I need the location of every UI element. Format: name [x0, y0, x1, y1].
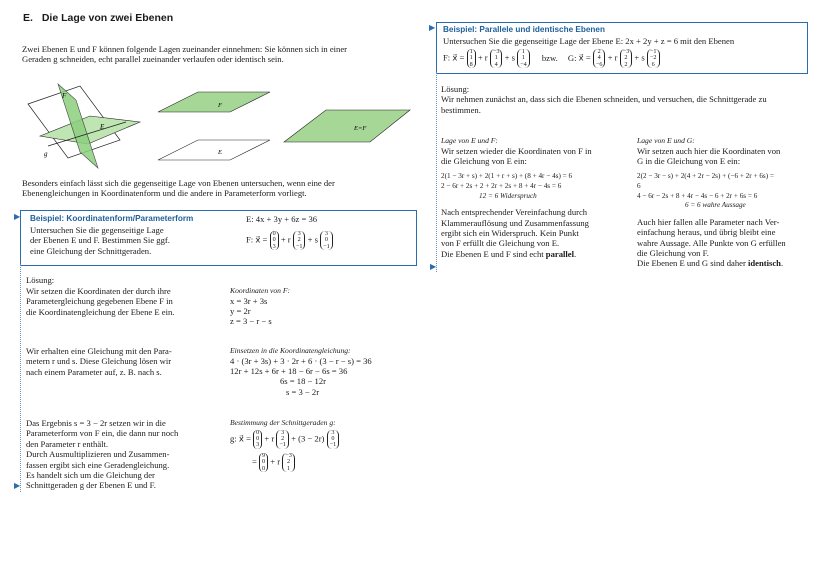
task-line: der Ebenen E und F. Bestimmen Sie ggf.	[30, 235, 170, 246]
vector-g2-direction: −3 2 1	[282, 453, 295, 472]
section-title	[23, 12, 173, 24]
para-line: nach einem Parameter auf, z. B. nach s.	[26, 366, 162, 377]
insert-line: s = 3 − 2r	[286, 386, 320, 397]
example2-task: Untersuchen Sie die gegenseitige Lage der Ebene E: 2x + 2y + z = 6 mit den Ebenen	[443, 36, 735, 46]
vector-F2-direction2: 1 1 −4	[517, 49, 530, 68]
triangle-marker-icon: ▶	[430, 262, 437, 271]
plane-F2-prefix: F:	[443, 52, 451, 63]
concl-line: ergibt sich ein Widerspruch. Kein Punkt	[441, 228, 579, 238]
case-E-F	[441, 136, 619, 259]
concl-line: die Gleichung von F.	[637, 248, 709, 258]
plane-F-prefix: F:	[246, 234, 254, 245]
intro-line: Geraden g schneiden, echt parallel zueinander verlaufen oder identisch sein.	[22, 54, 284, 65]
line-head: Bestimmung der Schnittgeraden g:	[230, 418, 336, 427]
coord-line: y = 2r	[230, 306, 251, 316]
coord-line: z = 3 − r − s	[230, 316, 272, 327]
para-line: Schnittgeraden g der Ebenen E und F.	[26, 480, 156, 491]
coord-line: x = 3r + 3s	[230, 295, 268, 306]
example1-title: Beispiel: Koordinatenform/Parameterform	[30, 214, 194, 223]
example2-planes: F: x⃗ = 1 1 8 + r −3 1 4 + s 1 1 −4 bzw. G: x⃗ = 2 4 −6 + r −3 2 2 + s −1 −2 6	[443, 49, 660, 68]
example1-solution-label: Lösung:	[26, 275, 55, 285]
vector-F2-support: 1 1 8	[467, 49, 476, 68]
example1-dotted-margin	[20, 264, 21, 492]
case-head: Lage von E und F:	[441, 136, 498, 145]
line-block	[230, 418, 339, 472]
case-line: Wir setzen wieder die Koordinaten von F in	[441, 145, 592, 156]
vector-F-direction1: 3 2 −1	[293, 231, 306, 250]
vector-F-support: 0 0 3	[270, 231, 279, 250]
intro-line: Zwei Ebenen E und F können folgende Lagen zueinander einnehmen: Sie können sich in einer	[22, 44, 348, 54]
example1-para2	[26, 346, 172, 377]
calc-line: 2(2 − 3r − s) + 2(4 + 2r − 2s) + (−6 + 2r + 6s) =	[637, 172, 774, 181]
para-line: metern r und s. Diese Gleichung lösen wir	[26, 356, 172, 367]
plane-E-equation: E: 4x + 3y + 6z = 36	[246, 214, 318, 224]
after-figure-line: Besonders einfach lässt sich die gegenseitige Lage von Ebenen untersuchen, wenn eine der	[22, 178, 335, 188]
para-line: Wir setzen die Koordinaten der durch ihre	[26, 286, 171, 296]
concl-line: Nach entsprechender Vereinfachung durch	[441, 207, 588, 218]
insert-head: Einsetzen in die Koordinatengleichung:	[230, 346, 351, 355]
g-equation: g: x⃗ = 0 0 3 + r 3 2 −1 + (3 − 2r) 3 0 −1	[230, 430, 339, 449]
vector-g2-support: 9 0 0	[259, 453, 268, 472]
calc-line: 4 − 6r − 2s + 8 + 4r − 4s − 6 + 2r + 6s = 6	[637, 191, 758, 200]
example1-para1	[26, 286, 221, 317]
concl-line: Klammerauflösung und Zusammenfassung	[441, 217, 589, 228]
example2-solution	[441, 84, 767, 115]
insert-line: 6s = 18 − 12r	[280, 376, 326, 387]
insert-line: 12r + 12s + 6r + 18 − 6r − 6s = 36	[230, 366, 348, 376]
result-line: Die Ebenen E und G sind daher identisch.	[637, 258, 784, 269]
case-line: Wir setzen auch hier die Koordinaten von	[637, 145, 781, 156]
intersecting-planes-illustration	[28, 84, 140, 168]
insert-block	[230, 346, 372, 397]
label-EF-fig3: E=F	[354, 125, 367, 132]
solution-line: bestimmen.	[441, 104, 481, 115]
para-line: den Parameter r enthält.	[26, 438, 109, 449]
para-line: Parameterform von F ein, die dann nur noch	[26, 428, 179, 439]
para-line: Das Ergebnis s = 3 − 2r setzen wir in die	[26, 418, 166, 428]
calc-line: 2(1 − 3r + s) + 2(1 + r + s) + (8 + 4r − 4s) = 6	[441, 172, 573, 181]
para-line: fassen ergibt sich eine Geradengleichung.	[26, 459, 170, 470]
insert-line: 4 · (3r + 3s) + 3 · 2r + 6 · (3 − r − s) = 36	[230, 355, 372, 366]
result-line: Die Ebenen E und F sind echt parallel.	[441, 248, 577, 259]
label-F-fig1: F	[62, 92, 67, 100]
task-line: Untersuchen Sie die gegenseitige Lage	[30, 225, 164, 235]
plane-F-equation: F: x⃗ = 0 0 3 + r 3 2 −1 + s 3 0 −1	[246, 231, 333, 250]
case-line: G in die Gleichung von E ein:	[637, 156, 741, 166]
vector-F2-direction1: −3 1 4	[490, 49, 503, 68]
g-prefix: g:	[230, 433, 237, 444]
case-E-G	[637, 136, 807, 269]
para-line: die Koordinatengleichung der Ebene E ein.	[26, 306, 175, 317]
section-number: E.	[23, 12, 33, 24]
example2-title: Beispiel: Parallele und identische Ebenen	[443, 25, 605, 34]
vector-g-direction: 3 2 −1	[276, 430, 289, 449]
case-line: die Gleichung von E ein:	[441, 156, 527, 166]
para-line: Es handelt sich um die Gleichung der	[26, 470, 155, 481]
para-line: Wir erhalten eine Gleichung mit den Para-	[26, 346, 172, 356]
intro-paragraph	[22, 44, 417, 65]
vector-g-support: 0 0 3	[253, 430, 262, 449]
vector-G-support: 2 4 −6	[593, 49, 606, 68]
after-figure-paragraph	[22, 178, 422, 199]
triangle-marker-icon: ▶	[14, 212, 21, 221]
triangle-marker-icon: ▶	[14, 481, 21, 490]
g-equation-simplified: = 9 0 0 + r −3 2 1	[230, 453, 339, 472]
calc-line: 6 = 6 wahre Aussage	[685, 201, 746, 210]
identical-planes-illustration	[284, 110, 410, 142]
concl-line: wahre Aussage. Alle Punkte von G erfüllen	[637, 237, 786, 248]
coord-head: Koordinaten von F:	[230, 286, 291, 295]
example2-dotted-margin	[436, 72, 437, 272]
vector-F-direction2: 3 0 −1	[320, 231, 333, 250]
example1-task	[30, 225, 170, 256]
parallel-planes-illustration	[158, 92, 270, 160]
label-E-fig2: E	[218, 149, 222, 156]
section-title-text: Die Lage von zwei Ebenen	[41, 12, 174, 24]
case-head: Lage von E und G:	[637, 136, 695, 145]
planes-figure	[18, 82, 418, 172]
concl-line: Auch hier fallen alle Parameter nach Ver-	[637, 216, 780, 227]
triangle-marker-icon: ▶	[429, 23, 436, 32]
para-line: Parametergleichung gegebenen Ebene F in	[26, 296, 173, 307]
coord-block	[230, 286, 290, 327]
calc-line: 6	[637, 182, 641, 190]
task-line: eine Gleichung der Schnittgeraden.	[30, 245, 152, 256]
vector-G-direction1: −3 2 2	[620, 49, 633, 68]
label-E-fig1: E	[100, 123, 105, 131]
calc-line: 2 − 6r + 2s + 2 + 2r + 2s + 8 + 4r − 4s = 6	[441, 182, 562, 190]
bzw-text: bzw.	[541, 52, 558, 63]
solution-label: Lösung:	[441, 84, 470, 94]
vector-g-s: 3 0 −1	[327, 430, 340, 449]
solution-line: Wir nehmen zunächst an, dass sich die Ebenen schneiden, und versuchen, die Schnittgerade zu	[441, 94, 767, 105]
g-middle-term: + (3 − 2r)	[291, 433, 325, 444]
label-F-fig2: F	[218, 102, 222, 109]
after-figure-line: Ebenengleichungen in Koordinatenform und die andere in Parameterform vorliegt.	[22, 188, 307, 199]
plane-G-prefix: G:	[567, 52, 577, 63]
vector-G-direction2: −1 −2 6	[647, 49, 660, 68]
label-g-fig1: g	[44, 150, 48, 158]
concl-line: einfachung heraus, und übrig bleibt eine	[637, 227, 776, 238]
concl-line: von F erfüllt die Gleichung von E.	[441, 238, 560, 249]
calc-line: 12 = 6 Widerspruch	[479, 191, 537, 200]
example1-para3	[26, 418, 178, 491]
para-line: Durch Ausmultiplizieren und Zusammen-	[26, 449, 170, 460]
